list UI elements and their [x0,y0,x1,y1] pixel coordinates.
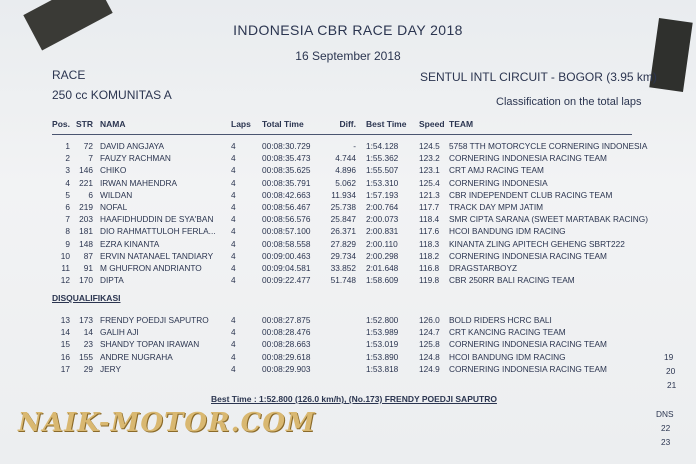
cell-team: TRACK DAY MPM JATIM [449,202,544,212]
cell-laps: 4 [231,141,236,151]
cell-pos: 12 [60,275,70,286]
cell-diff: 4.896 [335,165,356,176]
cell-str: 221 [79,177,93,188]
header-team: TEAM [449,119,474,129]
cell-team: CORNERING INDONESIA RACING TEAM [449,153,607,164]
cell-speed: 125.8 [419,339,440,350]
cell-time: 00:08:27.875 [262,315,311,325]
cell-speed: 119.8 [419,275,440,286]
cell-speed: 124.8 [419,351,440,362]
side-sheet-dns: DNS [656,409,674,419]
table-row [48,141,668,151]
cell-speed: 123.2 [419,153,440,164]
page-title: INDONESIA CBR RACE DAY 2018 [233,22,463,38]
cell-pos: 15 [60,339,70,350]
cell-laps: 4 [231,153,236,164]
cell-pos: 9 [65,238,70,249]
cell-speed: 118.2 [419,250,440,261]
cell-pos: 17 [60,363,70,374]
cell-name: ANDRE NUGRAHA [100,351,173,362]
cell-pos: 8 [65,226,70,237]
cell-laps: 4 [231,339,236,350]
table-row [48,239,668,249]
cell-team: CRT AMJ RACING TEAM [449,165,544,176]
cell-pos: 13 [60,315,70,325]
cell-time: 00:08:58.558 [262,238,311,249]
cell-team: CBR 250RR BALI RACING TEAM [449,275,575,286]
cell-name: DIPTA [100,275,124,286]
header-speed: Speed [419,119,445,129]
side-sheet-20: 20 [666,366,676,376]
cell-pos: 1 [65,141,70,151]
cell-name: DAVID ANGJAYA [100,141,165,151]
cell-str: 7 [88,153,93,164]
circuit-name: SENTUL INTL CIRCUIT - BOGOR (3.95 km) [420,70,657,84]
cell-str: 146 [79,165,93,176]
cell-laps: 4 [231,250,236,261]
cell-laps: 4 [231,177,236,188]
cell-pos: 7 [65,214,70,225]
cell-speed: 123.1 [419,165,440,176]
cell-speed: 118.3 [419,238,440,249]
cell-best: 2:00.764 [366,202,399,212]
cell-str: 148 [79,238,93,249]
table-row [48,327,668,337]
cell-team: SMR CIPTA SARANA (SWEET MARTABAK RACING) [449,214,649,225]
cell-laps: 4 [231,238,236,249]
header-diff: Diff. [339,119,356,129]
cell-pos: 3 [65,165,70,176]
cell-name: JERY [100,363,122,374]
cell-laps: 4 [231,189,236,200]
cell-pos: 4 [65,177,70,188]
watermark-logo: NAIK-MOTOR.COM [18,408,316,438]
cell-pos: 6 [65,202,70,212]
cell-str: 91 [83,263,93,273]
cell-diff: 11.934 [331,189,356,200]
header-str: STR [76,119,93,129]
cell-speed: 117.7 [419,202,440,212]
cell-best: 1:55.362 [366,153,399,164]
cell-laps: 4 [231,275,236,286]
cell-best: 1:58.609 [366,275,399,286]
cell-laps: 4 [231,226,236,237]
cell-best: 2:00.073 [366,214,399,225]
cell-team: CORNERING INDONESIA RACING TEAM [449,250,607,261]
cell-time: 00:08:29.618 [262,351,311,362]
cell-str: 6 [88,189,93,200]
cell-time: 00:09:04.581 [262,263,311,273]
cell-str: 29 [83,363,93,374]
cell-str: 173 [79,315,93,325]
cell-diff: 51.748 [330,275,356,286]
cell-str: 203 [79,214,93,225]
cell-speed: 117.6 [419,226,440,237]
header-name: NAMA [100,119,126,129]
cell-best: 1:57.193 [366,189,399,200]
cell-best: 1:54.128 [366,141,399,151]
cell-time: 00:08:35.473 [262,153,311,164]
cell-best: 1:55.507 [366,165,399,176]
cell-diff: 4.744 [335,153,356,164]
cell-team: CRT KANCING RACING TEAM [449,327,566,338]
cell-str: 155 [79,351,93,362]
table-header [48,119,668,133]
cell-best: 1:53.989 [366,327,399,338]
classification-subtitle: Classification on the total laps [496,96,642,108]
cell-laps: 4 [231,363,236,374]
table-row [48,251,668,261]
cell-str: 23 [83,339,93,350]
cell-str: 87 [83,250,93,261]
cell-team: HCOI BANDUNG IDM RACING [449,226,566,237]
cell-best: 1:53.890 [366,351,399,362]
cell-team: HCOI BANDUNG IDM RACING [449,351,566,362]
race-label: RACE [52,68,86,82]
cell-time: 00:08:56.576 [262,214,311,225]
table-row [48,153,668,163]
cell-diff: 25.738 [330,202,356,212]
cell-diff: 29.734 [330,250,356,261]
table-row [48,339,668,349]
cell-team: BOLD RIDERS HCRC BALI [449,315,552,325]
cell-name: ERVIN NATANAEL TANDIARY [100,250,214,261]
cell-time: 00:08:29.903 [262,363,311,374]
table-row [48,202,668,212]
cell-best: 2:00.110 [366,238,398,249]
cell-laps: 4 [231,165,236,176]
cell-name: EZRA KINANTA [100,238,160,249]
cell-laps: 4 [231,315,236,325]
cell-diff: 27.829 [330,238,356,249]
table-row [48,165,668,175]
cell-name: HAAFIDHUDDIN DE SYA'BAN [100,214,214,225]
cell-time: 00:09:22.477 [262,275,311,286]
cell-speed: 118.4 [419,214,440,225]
cell-pos: 10 [60,250,70,261]
cell-name: M GHUFRON ANDRIANTO [100,263,202,273]
table-row [48,178,668,188]
disqualified-heading: DISQUALIFIKASI [52,293,121,303]
cell-diff: 33.852 [330,263,356,273]
cell-best: 1:53.818 [366,363,399,374]
header-pos: Pos. [52,119,70,129]
cell-time: 00:08:35.791 [262,177,311,188]
cell-time: 00:08:42.663 [262,189,311,200]
cell-best: 2:01.648 [366,263,399,273]
cell-diff: 25.847 [330,214,356,225]
cell-laps: 4 [231,263,236,273]
cell-speed: 124.7 [419,327,440,338]
side-sheet-22: 22 [661,423,671,433]
cell-team: CORNERING INDONESIA [449,177,548,188]
cell-speed: 121.3 [419,189,440,200]
table-row [48,226,668,236]
cell-time: 00:09:00.463 [262,250,311,261]
cell-team: DRAGSTARBOYZ [449,263,518,273]
cell-team: CORNERING INDONESIA RACING TEAM [449,339,607,350]
cell-str: 181 [79,226,93,237]
cell-best: 1:53.019 [366,339,399,350]
header-best-time: Best Time [366,119,407,129]
cell-laps: 4 [231,351,236,362]
cell-speed: 124.9 [419,363,440,374]
cell-time: 00:08:35.625 [262,165,311,176]
cell-name: FAUZY RACHMAN [100,153,171,164]
cell-best: 2:00.831 [366,226,399,237]
cell-name: IRWAN MAHENDRA [100,177,177,188]
cell-team: KINANTA ZLING APITECH GEHENG SBRT222 [449,238,625,249]
cell-time: 00:08:56.467 [262,202,311,212]
cell-pos: 14 [60,327,70,338]
cell-str: 170 [79,275,93,286]
table-row [48,263,668,273]
cell-diff: - [353,141,356,151]
cell-str: 14 [83,327,93,338]
cell-speed: 126.0 [419,315,440,325]
cell-diff: 26.371 [330,226,356,237]
header-laps: Laps [231,119,251,129]
cell-time: 00:08:28.663 [262,339,311,350]
header-total-time: Total Time [262,119,304,129]
cell-team: CORNERING INDONESIA RACING TEAM [449,363,607,374]
cell-time: 00:08:57.100 [262,226,311,237]
cell-name: DIO RAHMATTULOH FERLA... [100,226,216,237]
table-row [48,315,668,325]
side-sheet-21: 21 [667,380,677,390]
cell-speed: 116.8 [419,263,440,273]
cell-str: 219 [79,202,93,212]
event-date: 16 September 2018 [295,49,401,63]
cell-pos: 16 [60,351,70,362]
side-sheet-19: 19 [664,352,674,362]
table-row [48,190,668,200]
cell-team: 5758 TTH MOTORCYCLE CORNERING INDONESIA [449,141,648,151]
table-row [48,364,668,374]
cell-laps: 4 [231,214,236,225]
cell-name: GALIH AJI [100,327,139,338]
cell-name: SHANDY TOPAN IRAWAN [100,339,200,350]
results-sheet [48,0,657,464]
cell-time: 00:08:28.476 [262,327,311,338]
class-label: 250 cc KOMUNITAS A [52,88,172,102]
cell-name: CHIKO [100,165,127,176]
cell-speed: 125.4 [419,177,440,188]
cell-pos: 2 [65,153,70,164]
cell-laps: 4 [231,327,236,338]
cell-name: NOFAL [100,202,128,212]
cell-best: 1:53.310 [366,177,399,188]
cell-pos: 5 [65,189,70,200]
cell-time: 00:08:30.729 [262,141,311,151]
cell-name: FRENDY POEDJI SAPUTRO [100,315,209,325]
table-row [48,214,668,224]
cell-team: CBR INDEPENDENT CLUB RACING TEAM [449,189,613,200]
table-row [48,352,668,362]
cell-diff: 5.062 [335,177,356,188]
cell-best: 2:00.298 [366,250,399,261]
cell-pos: 11 [61,263,70,273]
cell-str: 72 [83,141,93,151]
cell-best: 1:52.800 [366,315,399,325]
table-row [48,275,668,285]
cell-name: WILDAN [100,189,133,200]
header-divider [52,134,632,135]
best-time-note: Best Time : 1:52.800 (126.0 km/h), (No.173) FRENDY POEDJI SAPUTRO [211,394,497,404]
side-sheet-23: 23 [661,437,671,447]
cell-laps: 4 [231,202,236,212]
cell-speed: 124.5 [419,141,440,151]
